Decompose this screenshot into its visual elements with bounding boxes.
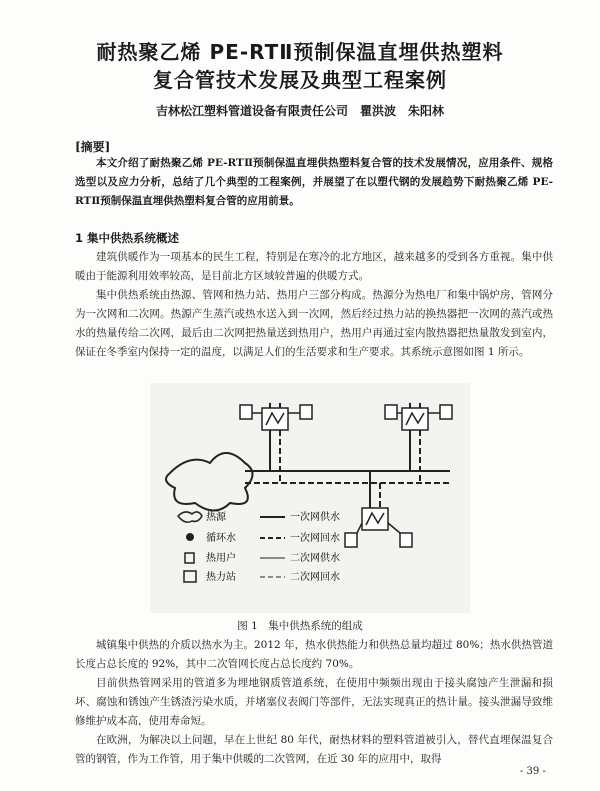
authors: 吉林松江塑料管道设备有限责任公司 瞿洪波 朱阳林: [155, 104, 444, 118]
figure-heating-system-diagram: [150, 383, 470, 613]
paragraph-5: 在欧洲，为解决以上问题，早在上世纪 80 年代，耐热材料的塑料管道被引入，替代直埋保温复合管的钢管，作为工作管，用于集中供暖的二次管网，在近 30 年的应用中，取得: [75, 734, 553, 765]
section-heading-1: 1 集中供热系统概述: [75, 231, 180, 245]
legend-line-3: 二次网供水: [290, 553, 340, 564]
paragraph-1: 建筑供暖作为一项基本的民生工程，特别是在寒冷的北方地区，越来越多的受到各方重视。集中供暖由于能源利用效率较高，是目前北方区域较普遍的供暖方式。: [75, 251, 553, 282]
legend-line-1: 一次网供水: [290, 512, 340, 523]
legend-line-4: 二次网回水: [290, 572, 340, 583]
legend-label-4: 热力站: [206, 572, 236, 583]
legend-label-2: 循环水: [206, 533, 236, 544]
legend-label-1: 热源: [206, 512, 226, 523]
paragraph-3: 城镇集中供热的介质以热水为主。2012 年，热水供热能力和供热总量均超过 80%；热水供热管道长度占总长度的 92%，其中二次管网长度占总长度约 70%。: [75, 639, 553, 670]
figure-caption: 图 1 集中供热系统的组成: [237, 620, 363, 632]
page-number: - 39 -: [520, 766, 546, 777]
paper-title-line1: 耐热聚乙烯 PE-RTⅡ预制保温直埋供热塑料: [96, 40, 504, 64]
paper-title-line2: 复合管技术发展及典型工程案例: [153, 68, 447, 92]
legend-label-3: 热用户: [206, 553, 236, 564]
paragraph-2: 集中供热系统由热源、管网和热力站、热用户三部分构成。热源分为热电厂和集中锅炉房，管网分为一次网和二次网。热源产生蒸汽或热水送入到一次网，然后经过热力站的换热器把一次网的蒸汽或热水的热量传给二次网，最后由二次网把热量送到热用户，热用户再通过室内散热器把热量散发到室内，保证在冬季室内保持一定的温度，以满足人们的生活要求和生产要求。其系统示意图如图 1 所示。: [75, 289, 553, 358]
abstract-text: 本文介绍了耐热聚乙烯 PE-RTⅡ预制保温直埋供热塑料复合管的技术发展情况，应用条件、规格选型以及应力分析，总结了几个典型的工程案例，并展望了在以塑代钢的发展趋势下耐热聚乙烯 PE-RTⅡ预制保温直埋供热塑料复合管的应用前景。: [75, 157, 553, 207]
legend-pump-icon: [186, 533, 194, 541]
abstract-label: [摘要]: [75, 140, 111, 154]
heating-system-svg: [150, 383, 470, 613]
legend-line-2: 一次网回水: [290, 533, 340, 544]
paragraph-4: 目前供热管网采用的管道多为埋地钢质管道系统，在使用中频频出现由于接头腐蚀产生泄漏和损坏、腐蚀和锈蚀产生锈渣污染水质，并堵塞仪表阀门等部件，无法实现真正的热计量。接头泄漏导致维修维护成本高，使用寿命短。: [75, 677, 553, 727]
